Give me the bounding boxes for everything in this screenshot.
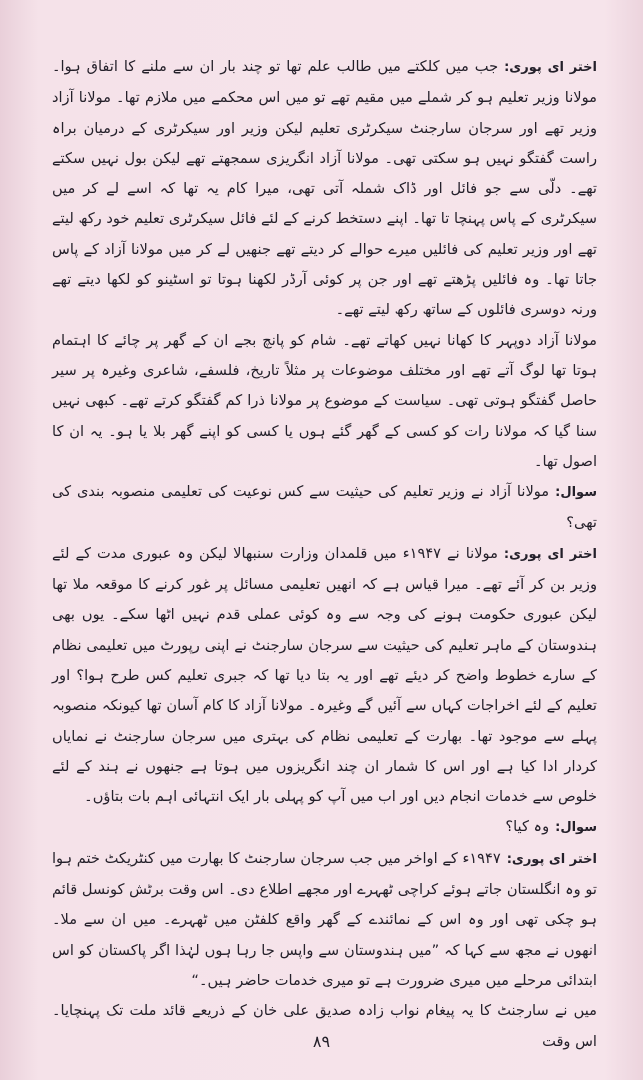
- page-text: [52, 52, 597, 1057]
- speaker-label: اختر ای پوری:: [504, 60, 597, 75]
- paragraph: [52, 326, 597, 477]
- speaker-label: سوال:: [555, 820, 597, 836]
- speaker-label: اختر ای پوری:: [503, 546, 597, 562]
- paragraph: [52, 52, 597, 326]
- paragraph-text: میں نے سارجنٹ کا یہ پیغام نواب زادہ صدیق علی خان کے ذریعے قائد ملت تک پہنچایا۔ اس وقت: [52, 1002, 597, 1050]
- paragraph-text: مولانا آزاد نے وزیر تعلیم کی حیثیت سے کس نوعیت کی تعلیمی منصوبہ بندی کی تھی؟: [52, 483, 597, 532]
- page-number: ۸۹: [312, 1032, 331, 1051]
- question: [52, 477, 597, 539]
- question: [52, 812, 597, 843]
- paragraph-text: مولانا نے ۱۹۴۷ء میں قلمدان وزارت سنبھالا لیکن وہ عبوری مدت کے لئے وزیر بن کر آئے تھے۔ میرا قیاس ہے کہ انھیں تعلیمی مسائل پر غور کرنے کا موقعہ ملا تھا لیکن عبوری حکومت ہونے کی وجہ سے وہ کوئی عملی قدم نہیں اٹھا سکے۔ یوں بھی ہندوستان کے ماہر تعلیم کی حیثیت سے سرجان سارجنٹ نے اپنی رپورٹ میں تعلیمی نظام کے سارے خطوط واضح کر دیئے تھے اور یہ بتا دیا تھا کہ جبری تعلیم کس طرح ہوا؟ اور تعلیم کے لئے اخراجات کہاں سے آئیں گے وغیرہ۔ مولانا آزاد کا کام آسان تھا کیونکہ منصوبہ پہلے سے موجود تھا۔ بھارت کے تعلیمی نظام کی بہتری میں سرجان سارجنٹ نے نمایاں کردار ادا کیا ہے اور اس کا شمار ان چند انگریزوں میں ہوتا ہے جنھوں نے ہند کے لئے خلوص سے خدمات انجام دیں اور اب میں آپ کو پہلی بار ایک انتہائی اہم بات بتاؤں۔: [52, 544, 597, 806]
- paragraph: [52, 539, 597, 813]
- speaker-label: سوال:: [555, 485, 597, 501]
- paragraph-text: مولانا آزاد دوپہر کا کھانا نہیں کھاتے تھے۔ شام کو پانچ بجے ان کے گھر پر چائے کا اہتمام ہوتا تھا لوگ آتے تھے اور مختلف موضوعات پر مثلاً تاریخ، فلسفے، شاعری وغیرہ پر سیر حاصل گفتگو ہوتی تھی۔ سیاست کے موضوع پر مولانا ذرا کم گفتگو کرتے تھے۔ کبھی نہیں سنا گیا کہ مولانا رات کو کسی کے گھر گئے ہوں یا کسی کو اپنے گھر بلا یا ہو۔ یہ ان کا اصول تھا۔: [52, 331, 597, 470]
- paragraph-text: وہ کیا؟: [505, 818, 550, 836]
- paragraph-text: ۱۹۴۷ء کے اواخر میں جب سرجان سارجنٹ کا بھارت میں کنٹریکٹ ختم ہوا تو وہ انگلستان جاتے ہوئے کراچی ٹھہرے اور مجھے اطلاع دی۔ اس وقت برٹش کونسل قائم ہو چکی تھی اور وہ اس کے نمائندے کے گھر واقع کلفٹن میں ٹھہرے۔ میں ان سے ملا۔ انھوں نے مجھ سے کہا کہ ”میں ہندوستان سے واپس جا رہا ہوں لہٰذا اگر پاکستان کو اس ابتدائی مرحلے میں میری ضرورت ہے تو میری خدمات حاضر ہیں۔“: [52, 849, 597, 989]
- speaker-label: اختر ای پوری:: [506, 851, 597, 867]
- paragraph: [52, 844, 597, 996]
- paragraph-text: جب میں کلکتے میں طالب علم تھا تو چند بار ان سے ملنے کا اتفاق ہوا۔ مولانا وزیر تعلیم ہو کر شملے میں مقیم تھے تو میں اس محکمے میں ملازم تھا۔ مولانا آزاد وزیر تھے اور سرجان سارجنٹ سیکرٹری تعلیم لیکن وزیر اور سیکرٹری کے درمیان براہ راست گفتگو نہیں ہو سکتی تھی۔ مولانا آزاد انگریزی سمجھتے تھے لیکن بول نہیں سکتے تھے۔ دلّی سے جو فائل اور ڈاک شملہ آتی تھی، میرا کام یہ تھا کہ اسے لے کر میں سیکرٹری کے پاس پہنچا تا تھا۔ اپنے دستخط کرنے کے لئے فائل سیکرٹری تعلیم خود رکھ لیتے تھے اور وزیر تعلیم کی فائلیں میرے حوالے کر دیتے تھے جنھیں لے کر میں مولانا آزاد کے پاس جاتا تھا۔ وہ فائلیں پڑھتے تھے اور جن پر کوئی آرڈر لکھنا ہوتا تو اسٹینو کو لکھا دیتے تھے ورنہ دوسری فائلوں کے ساتھ رکھ لیتے تھے۔: [52, 58, 597, 319]
